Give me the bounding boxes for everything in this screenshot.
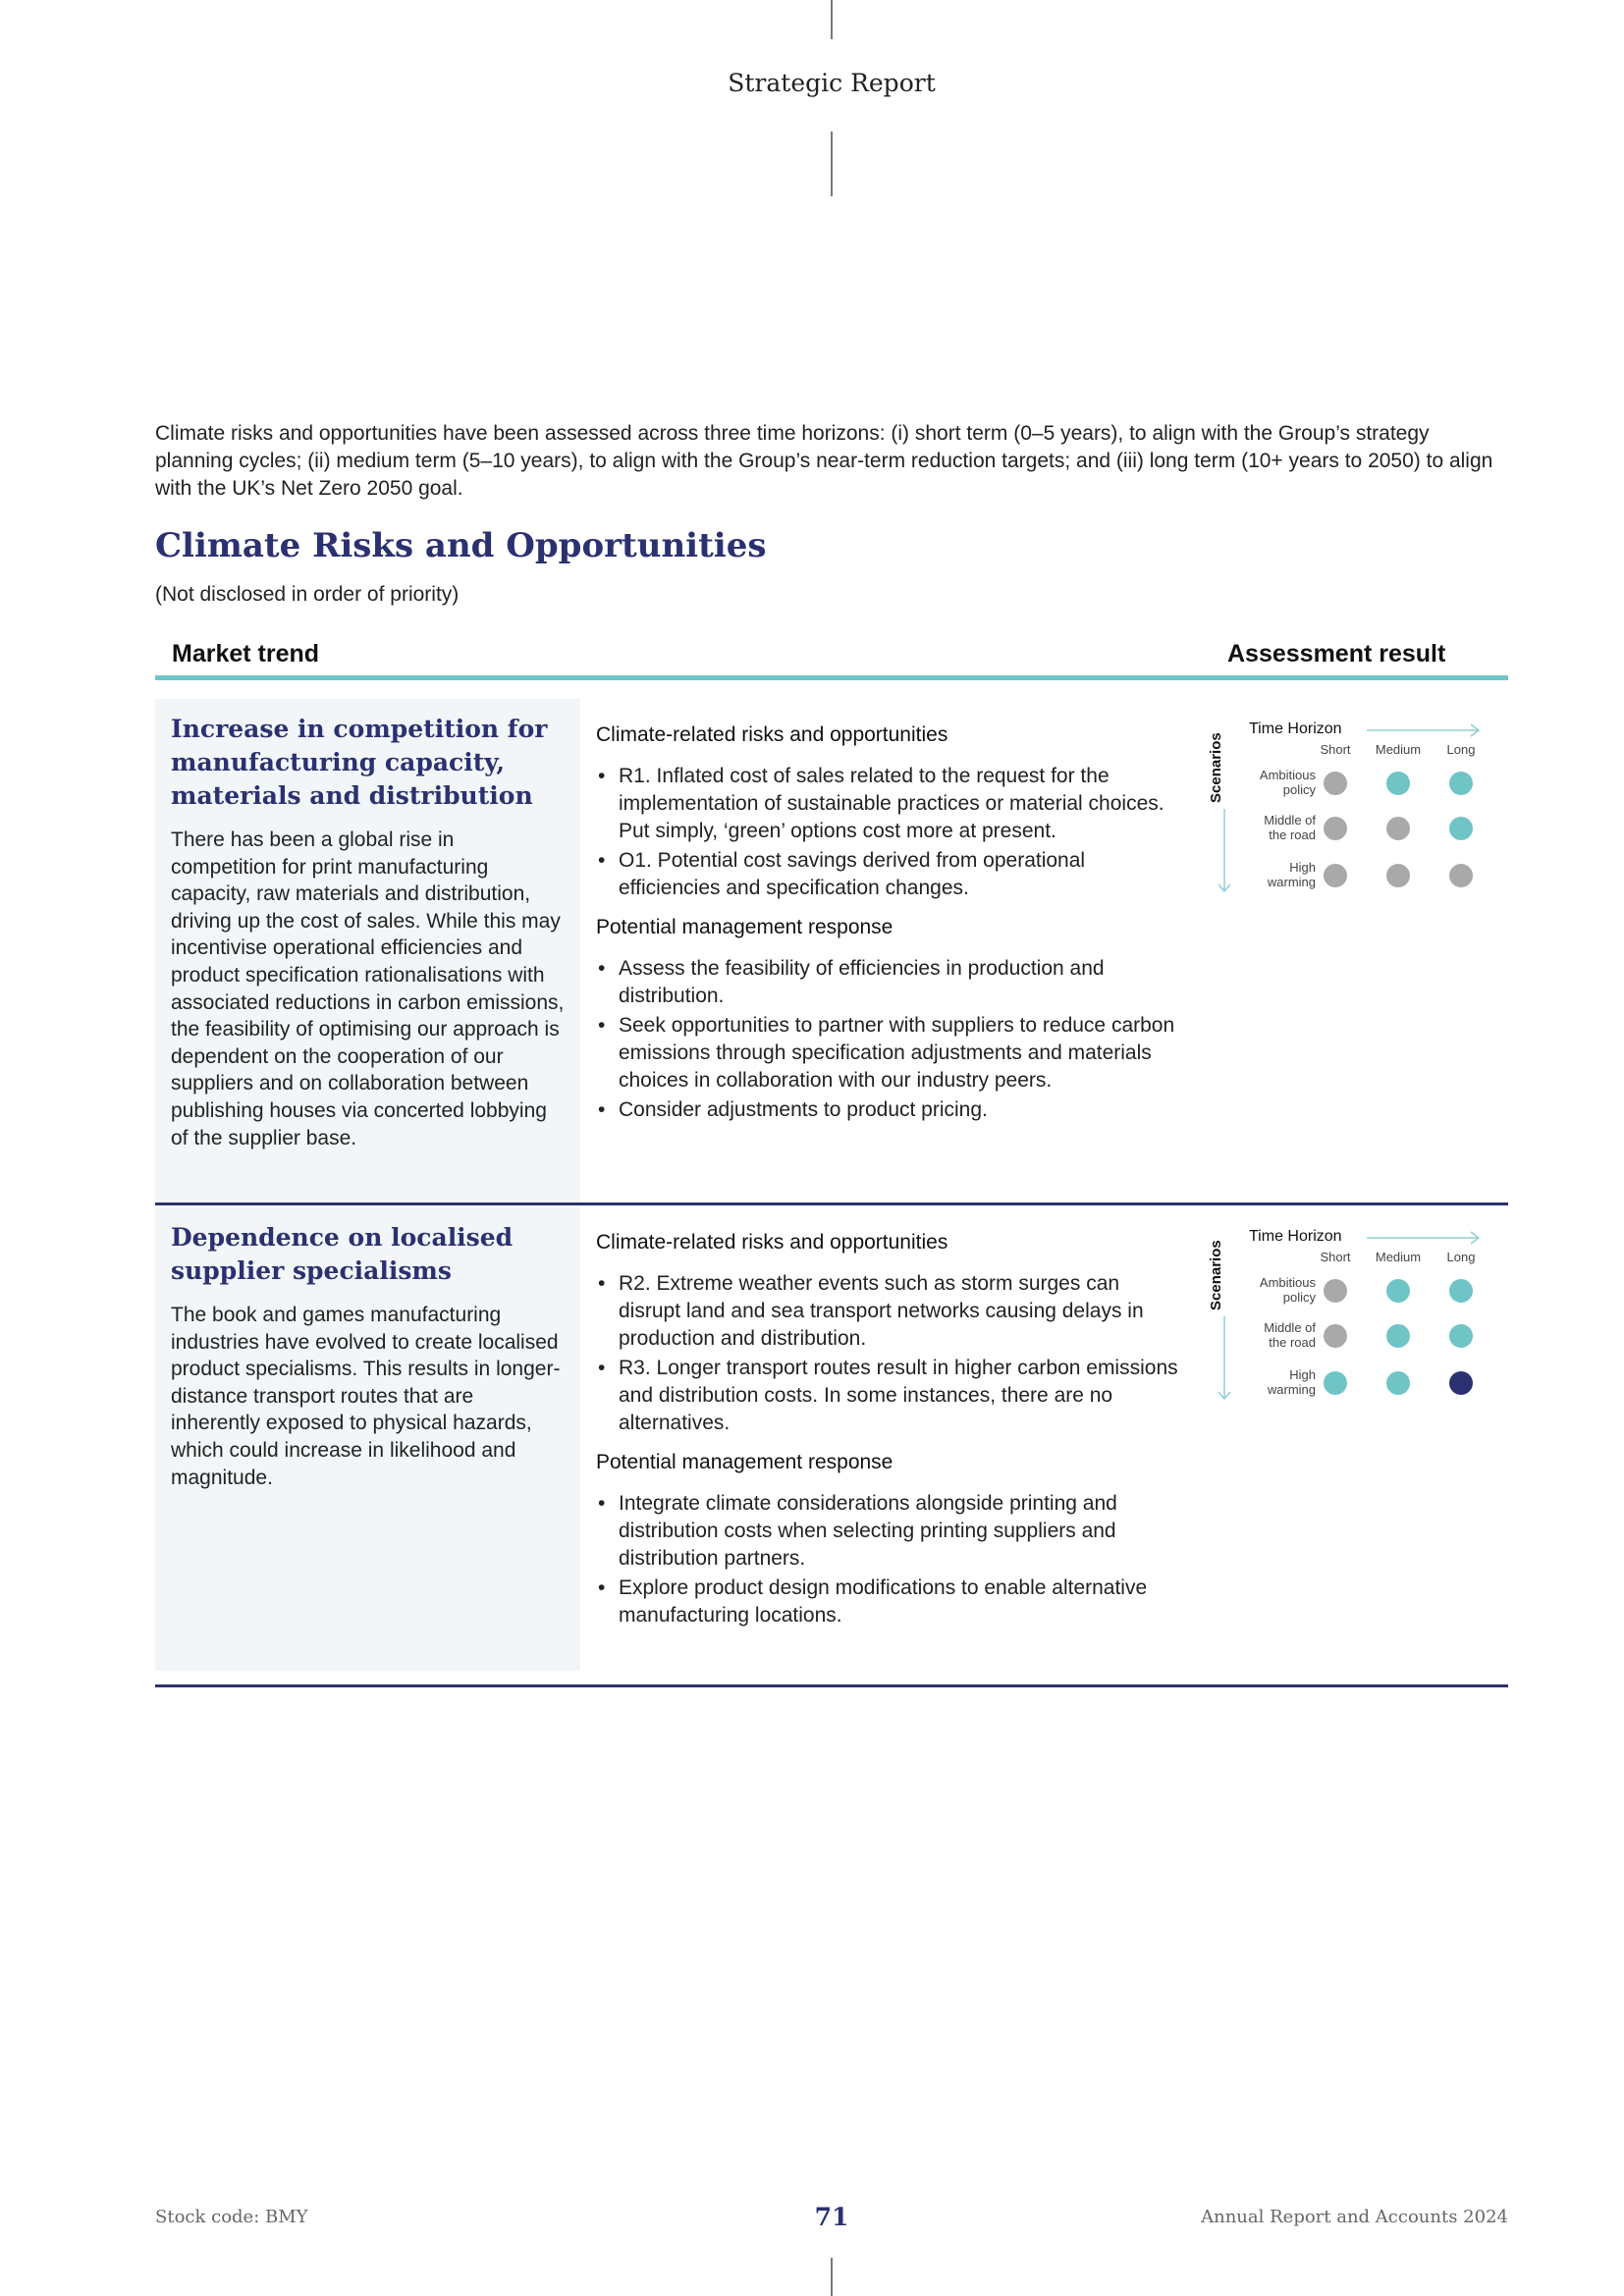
trend-title: Increase in competition for manufacturing capacity, materials and distribution	[171, 715, 548, 810]
list-item: • R2. Extreme weather events such as storm surges can disrupt land and sea transport networks causing delays in production and distribution.	[596, 1270, 1185, 1353]
scenario-label: High warming	[1267, 1367, 1316, 1397]
section-title: Climate Risks and Opportunities	[155, 526, 767, 565]
risks-heading: Climate-related risks and opportunities	[596, 723, 948, 746]
assessment-dot	[1449, 817, 1473, 840]
detail-column-1	[596, 721, 1185, 1136]
list-item: • Assess the feasibility of efficiencies in production and distribution.	[596, 955, 1185, 1010]
assessment-matrix	[1208, 721, 1498, 897]
intro-paragraph: Climate risks and opportunities have been assessed across three time horizons: (i) short term (0–5 years), to align with the Group’s strategy planning cycles; (ii) medium term (5–10 years), to align with the Group’s near-term reduction targets; and (iii) long term (10+ years to 2050) to align with the UK’s Net Zero 2050 goal.	[155, 422, 1493, 500]
assessment-dot	[1324, 1324, 1347, 1348]
responses-list	[596, 1490, 1185, 1629]
assessment-dot	[1386, 1324, 1410, 1348]
assessment-dot	[1449, 1371, 1473, 1395]
top-divider-line	[831, 0, 833, 39]
horizon-label: Medium	[1375, 1250, 1422, 1264]
trend-panel-2	[155, 1207, 580, 1671]
assessment-dot	[1324, 817, 1347, 840]
risks-heading: Climate-related risks and opportunities	[596, 1231, 948, 1254]
list-item: • Consider adjustments to product pricing.	[596, 1096, 1185, 1124]
list-item: • Seek opportunities to partner with suppliers to reduce carbon emissions through specification adjustments and materials choices in collaboration with our industry peers.	[596, 1012, 1185, 1095]
assessment-dot	[1449, 1324, 1473, 1348]
header-title: Strategic Report	[728, 69, 936, 97]
assessment-dot	[1324, 1371, 1347, 1395]
scenario-label: High warming	[1267, 860, 1316, 889]
assessment-dot	[1386, 1279, 1410, 1303]
list-item: • R3. Longer transport routes result in higher carbon emissions and distribution costs. In some instances, there are no alternatives.	[596, 1355, 1185, 1437]
assessment-dot	[1324, 864, 1347, 887]
trend-title: Dependence on localised supplier specialisms	[171, 1223, 514, 1285]
list-item: • Explore product design modifications to enable alternative manufacturing locations.	[596, 1575, 1185, 1629]
list-item: • O1. Potential cost savings derived from operational efficiencies and specification changes.	[596, 847, 1185, 902]
assessment-dot	[1386, 772, 1410, 795]
list-item: • R1. Inflated cost of sales related to the request for the implementation of sustainable practices or material choices. Put simply, ‘green’ options cost more at present.	[596, 763, 1185, 845]
horizon-label: Short	[1320, 1250, 1351, 1264]
assessment-matrix	[1208, 1228, 1498, 1405]
risks-list	[596, 763, 1185, 902]
time-horizon-arrow-icon	[1367, 722, 1485, 738]
scenario-label: Middle of the road	[1264, 1320, 1316, 1350]
header-divider-line	[831, 132, 833, 196]
bottom-divider-line	[831, 2258, 833, 2296]
time-horizon-arrow-icon	[1367, 1230, 1485, 1246]
detail-column-2	[596, 1229, 1185, 1641]
assessment-dot	[1386, 1371, 1410, 1395]
page-number: 71	[814, 2203, 849, 2231]
scenarios-axis-label: Scenarios	[1208, 1240, 1224, 1310]
assessment-dot	[1449, 864, 1473, 887]
response-heading: Potential management response	[596, 916, 893, 938]
risks-list	[596, 1270, 1185, 1437]
header-rule	[155, 675, 1508, 680]
assessment-dot	[1386, 817, 1410, 840]
scenario-label: Middle of the road	[1264, 813, 1316, 842]
time-horizon-label: Time Horizon	[1249, 721, 1342, 737]
assessment-dot	[1449, 1279, 1473, 1303]
section-note: (Not disclosed in order of priority)	[155, 583, 460, 606]
horizon-label: Short	[1320, 742, 1351, 757]
trend-panel-1	[155, 699, 580, 1201]
column-header-assessment-result: Assessment result	[1227, 640, 1446, 667]
table-bottom-rule	[155, 1684, 1508, 1687]
column-header-market-trend: Market trend	[172, 640, 320, 667]
assessment-dot	[1324, 1279, 1347, 1303]
trend-description: There has been a global rise in competition for print manufacturing capacity, raw materials and distribution, driving up the cost of sales. While this may incentivise operational efficiencies and product specification rationalisations with associated reductions in carbon emissions, the feasibility of optimising our approach is dependent on the cooperation of our suppliers and on collaboration between publishing houses via concerted lobbying of the supplier base.	[171, 828, 565, 1149]
scenarios-axis-label: Scenarios	[1208, 732, 1224, 803]
responses-list	[596, 955, 1185, 1124]
list-item: • Integrate climate considerations alongside printing and distribution costs when selecting printing suppliers and distribution partners.	[596, 1490, 1185, 1573]
assessment-dot	[1449, 772, 1473, 795]
time-horizon-label: Time Horizon	[1249, 1228, 1342, 1245]
assessment-dot	[1386, 864, 1410, 887]
footer-stock-code: Stock code: BMY	[155, 2207, 308, 2227]
scenario-label: Ambitious policy	[1259, 1275, 1316, 1305]
horizon-label: Long	[1446, 1250, 1476, 1264]
scenario-label: Ambitious policy	[1259, 768, 1316, 797]
assessment-dot	[1324, 772, 1347, 795]
horizon-label: Medium	[1375, 742, 1422, 757]
row-divider	[155, 1202, 1508, 1205]
footer-report-name: Annual Report and Accounts 2024	[1201, 2207, 1508, 2227]
horizon-label: Long	[1446, 742, 1476, 757]
response-heading: Potential management response	[596, 1451, 893, 1473]
trend-description: The book and games manufacturing industries have evolved to create localised product specialisms. This results in longer-distance transport routes that are inherently exposed to physical hazards, which could increase in likelihood and magnitude.	[171, 1304, 561, 1489]
